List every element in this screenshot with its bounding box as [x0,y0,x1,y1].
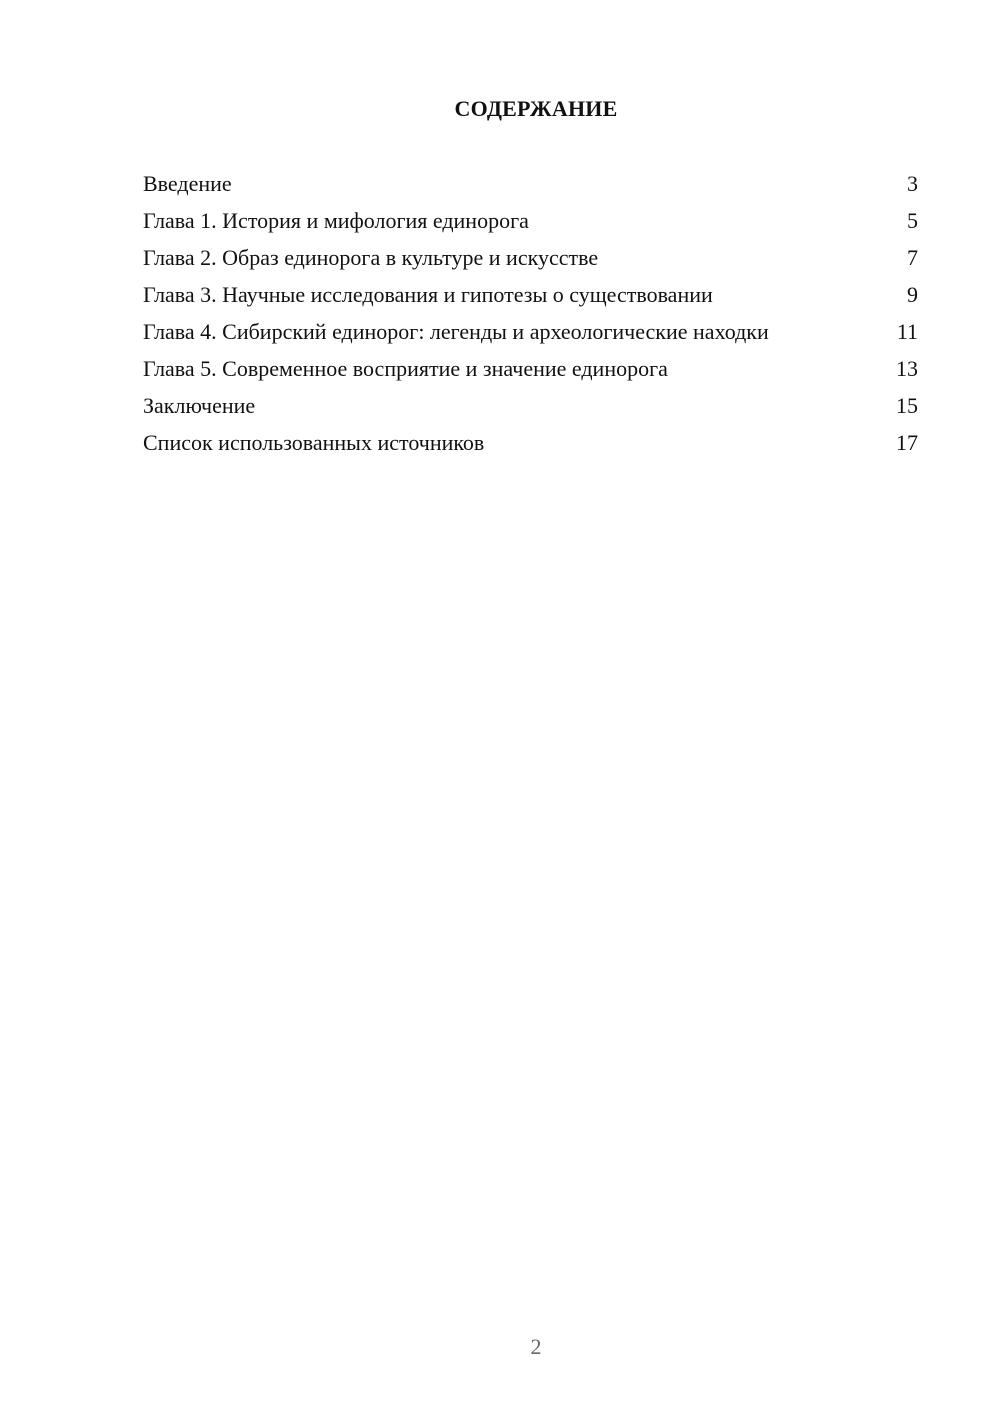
toc-entry-chapter-2[interactable] [143,244,918,272]
toc-entry-page: 11 [896,319,918,344]
toc-entry-label: Список использованных источников [143,430,485,455]
toc-entry-page: 3 [907,171,918,196]
toc-entry-chapter-4[interactable] [143,318,918,346]
toc-entry-page: 15 [896,393,918,418]
toc-entry-label: Глава 2. Образ единорога в культуре и искусстве [143,245,599,270]
toc-entry-chapter-3[interactable] [143,281,918,309]
toc-entry-page: 5 [907,208,918,233]
toc-entry-label: Глава 3. Научные исследования и гипотезы о существовании [143,282,713,307]
toc-entry-label: Глава 4. Сибирский единорог: легенды и археологические находки [143,319,769,344]
toc-entry-label: Глава 1. История и мифология единорога [143,208,529,233]
toc-entry-page: 9 [907,282,918,307]
toc-entry-references[interactable] [143,429,918,457]
page-number: 2 [530,1334,542,1359]
toc-entry-page: 17 [896,430,918,455]
toc-entry-conclusion[interactable] [143,392,918,420]
toc-entry-label: Введение [143,171,232,196]
toc-entry-introduction[interactable] [143,170,918,198]
toc-entry-chapter-5[interactable] [143,355,918,383]
toc-entry-label: Заключение [143,393,256,418]
page-title: СОДЕРЖАНИЕ [454,96,618,121]
toc-entry-page: 7 [907,245,918,270]
toc-entry-label: Глава 5. Современное восприятие и значение единорога [143,356,668,381]
toc-entry-chapter-1[interactable] [143,207,918,235]
table-of-contents [143,170,918,466]
toc-entry-page: 13 [896,356,918,381]
